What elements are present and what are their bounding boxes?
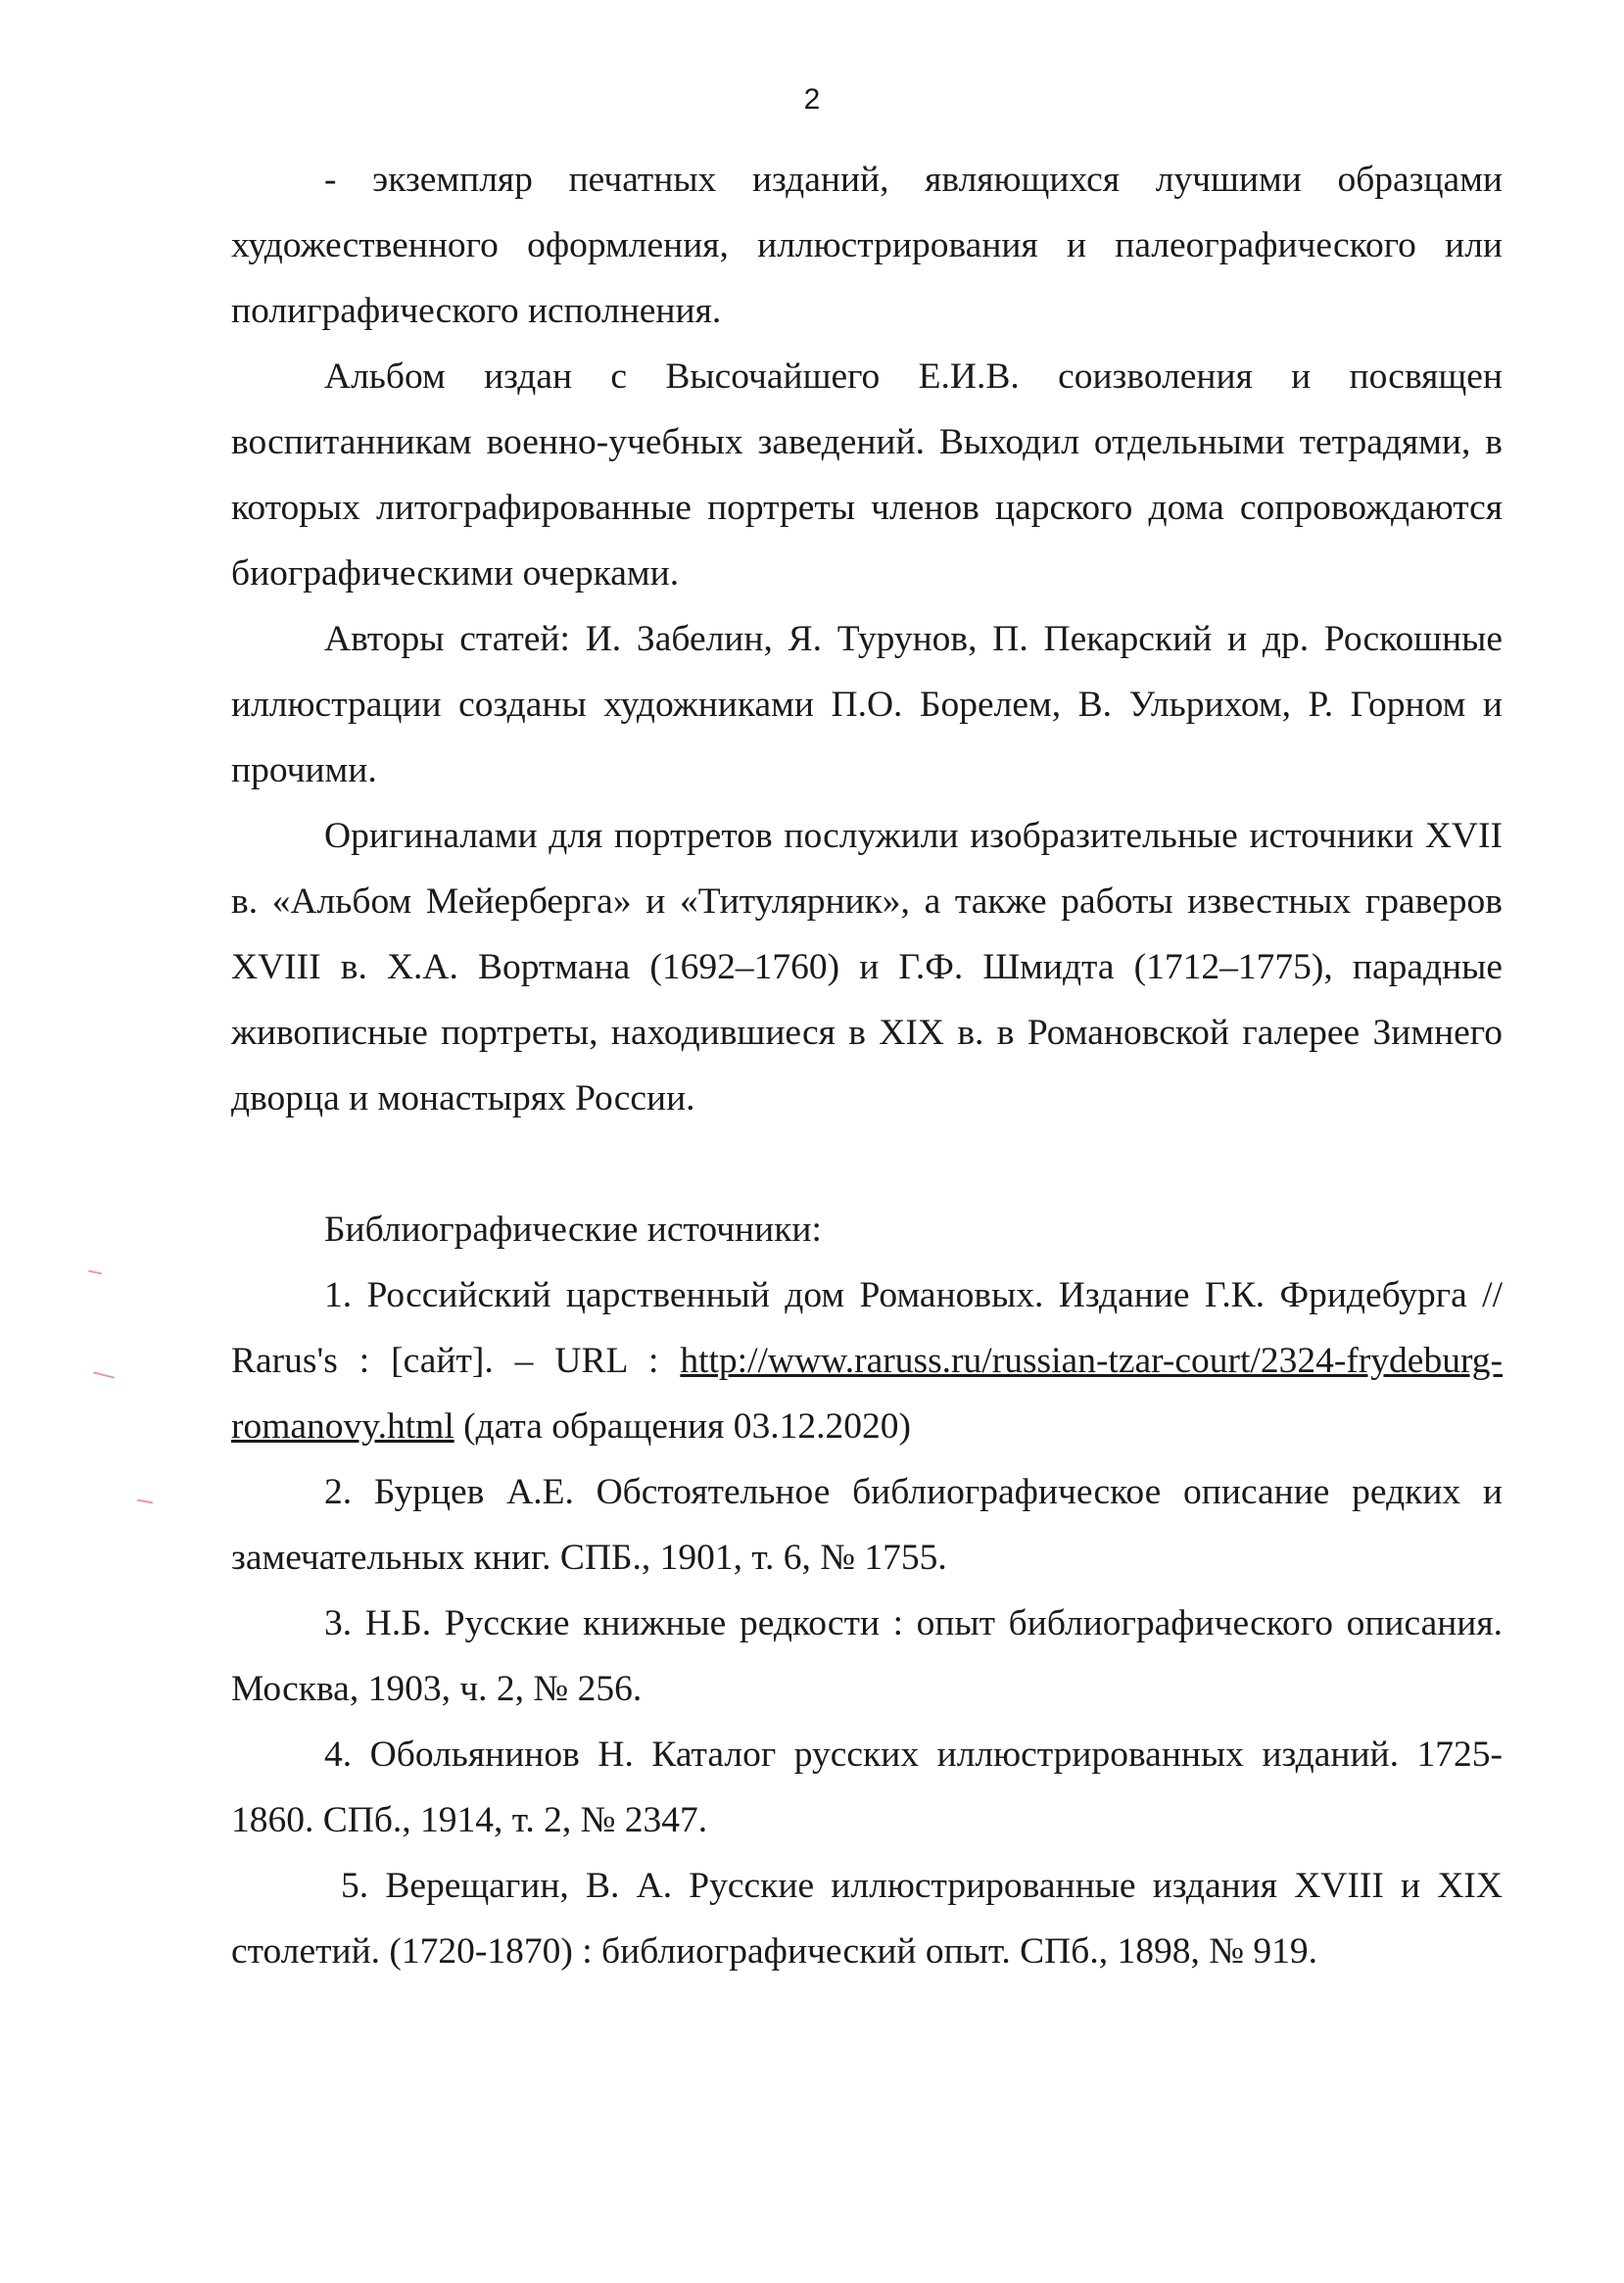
reference-1-access-date: (дата обращения 03.12.2020)	[454, 1406, 911, 1447]
document-body	[231, 147, 1503, 1984]
reference-1-text: 1. Российский царственный дом Романовых. Издание Г.К. Фридебурга // Rarus's : [сайт]. – URL :	[231, 1275, 1503, 1381]
reference-item-5: 5. Верещагин, В. А. Русские иллюстрированные издания XVIII и XIX столетий. (1720-1870) : библиографический опыт. СПб., 1898, № 919.	[231, 1866, 1503, 1972]
reference-item-3: 3. Н.Б. Русские книжные редкости : опыт библиографического описания. Москва, 1903, ч. 2, № 256.	[231, 1603, 1503, 1709]
reference-1-link[interactable]: http://www.raruss.ru/russian-tzar-court/2324-frydeburg-romanovy.html	[231, 1341, 1503, 1447]
paragraph-exemplar: - экземпляр печатных изданий, являющихся лучшими образцами художественного оформления, иллюстрирования и палеографического или полиграфического исполнения.	[231, 160, 1503, 331]
scan-mark	[88, 1270, 102, 1275]
page-number: 2	[803, 83, 821, 116]
reference-item-2: 2. Бурцев А.Е. Обстоятельное библиографическое описание редких и замечательных книг. СПБ., 1901, т. 6, № 1755.	[231, 1472, 1503, 1578]
scan-mark	[93, 1371, 115, 1378]
scan-mark	[137, 1499, 153, 1504]
reference-item-1	[231, 1262, 1503, 1459]
reference-item-4: 4. Обольянинов Н. Каталог русских иллюстрированных изданий. 1725-1860. СПб., 1914, т. 2, № 2347.	[231, 1735, 1503, 1840]
references-heading: Библиографические источники:	[324, 1210, 822, 1250]
section-spacer	[231, 1131, 1503, 1197]
paragraph-originals: Оригиналами для портретов послужили изобразительные источники XVII в. «Альбом Мейерберга» и «Титулярник», а также работы известных граверов XVIII в. Х.А. Вортмана (1692–1760) и Г.Ф. Шмидта (1712–1775), парадные живописные портреты, находившиеся в XIX в. в Романовской галерее Зимнего дворца и монастырях России.	[231, 816, 1503, 1118]
paragraph-album: Альбом издан с Высочайшего Е.И.В. соизволения и посвящен воспитанникам военно-учебных заведений. Выходил отдельными тетрадями, в которых литографированные портреты членов царского дома сопровождаются биографическими очерками.	[231, 357, 1503, 594]
paragraph-authors: Авторы статей: И. Забелин, Я. Турунов, П. Пекарский и др. Роскошные иллюстрации созданы художниками П.О. Борелем, В. Ульрихом, Р. Горном и прочими.	[231, 619, 1503, 790]
